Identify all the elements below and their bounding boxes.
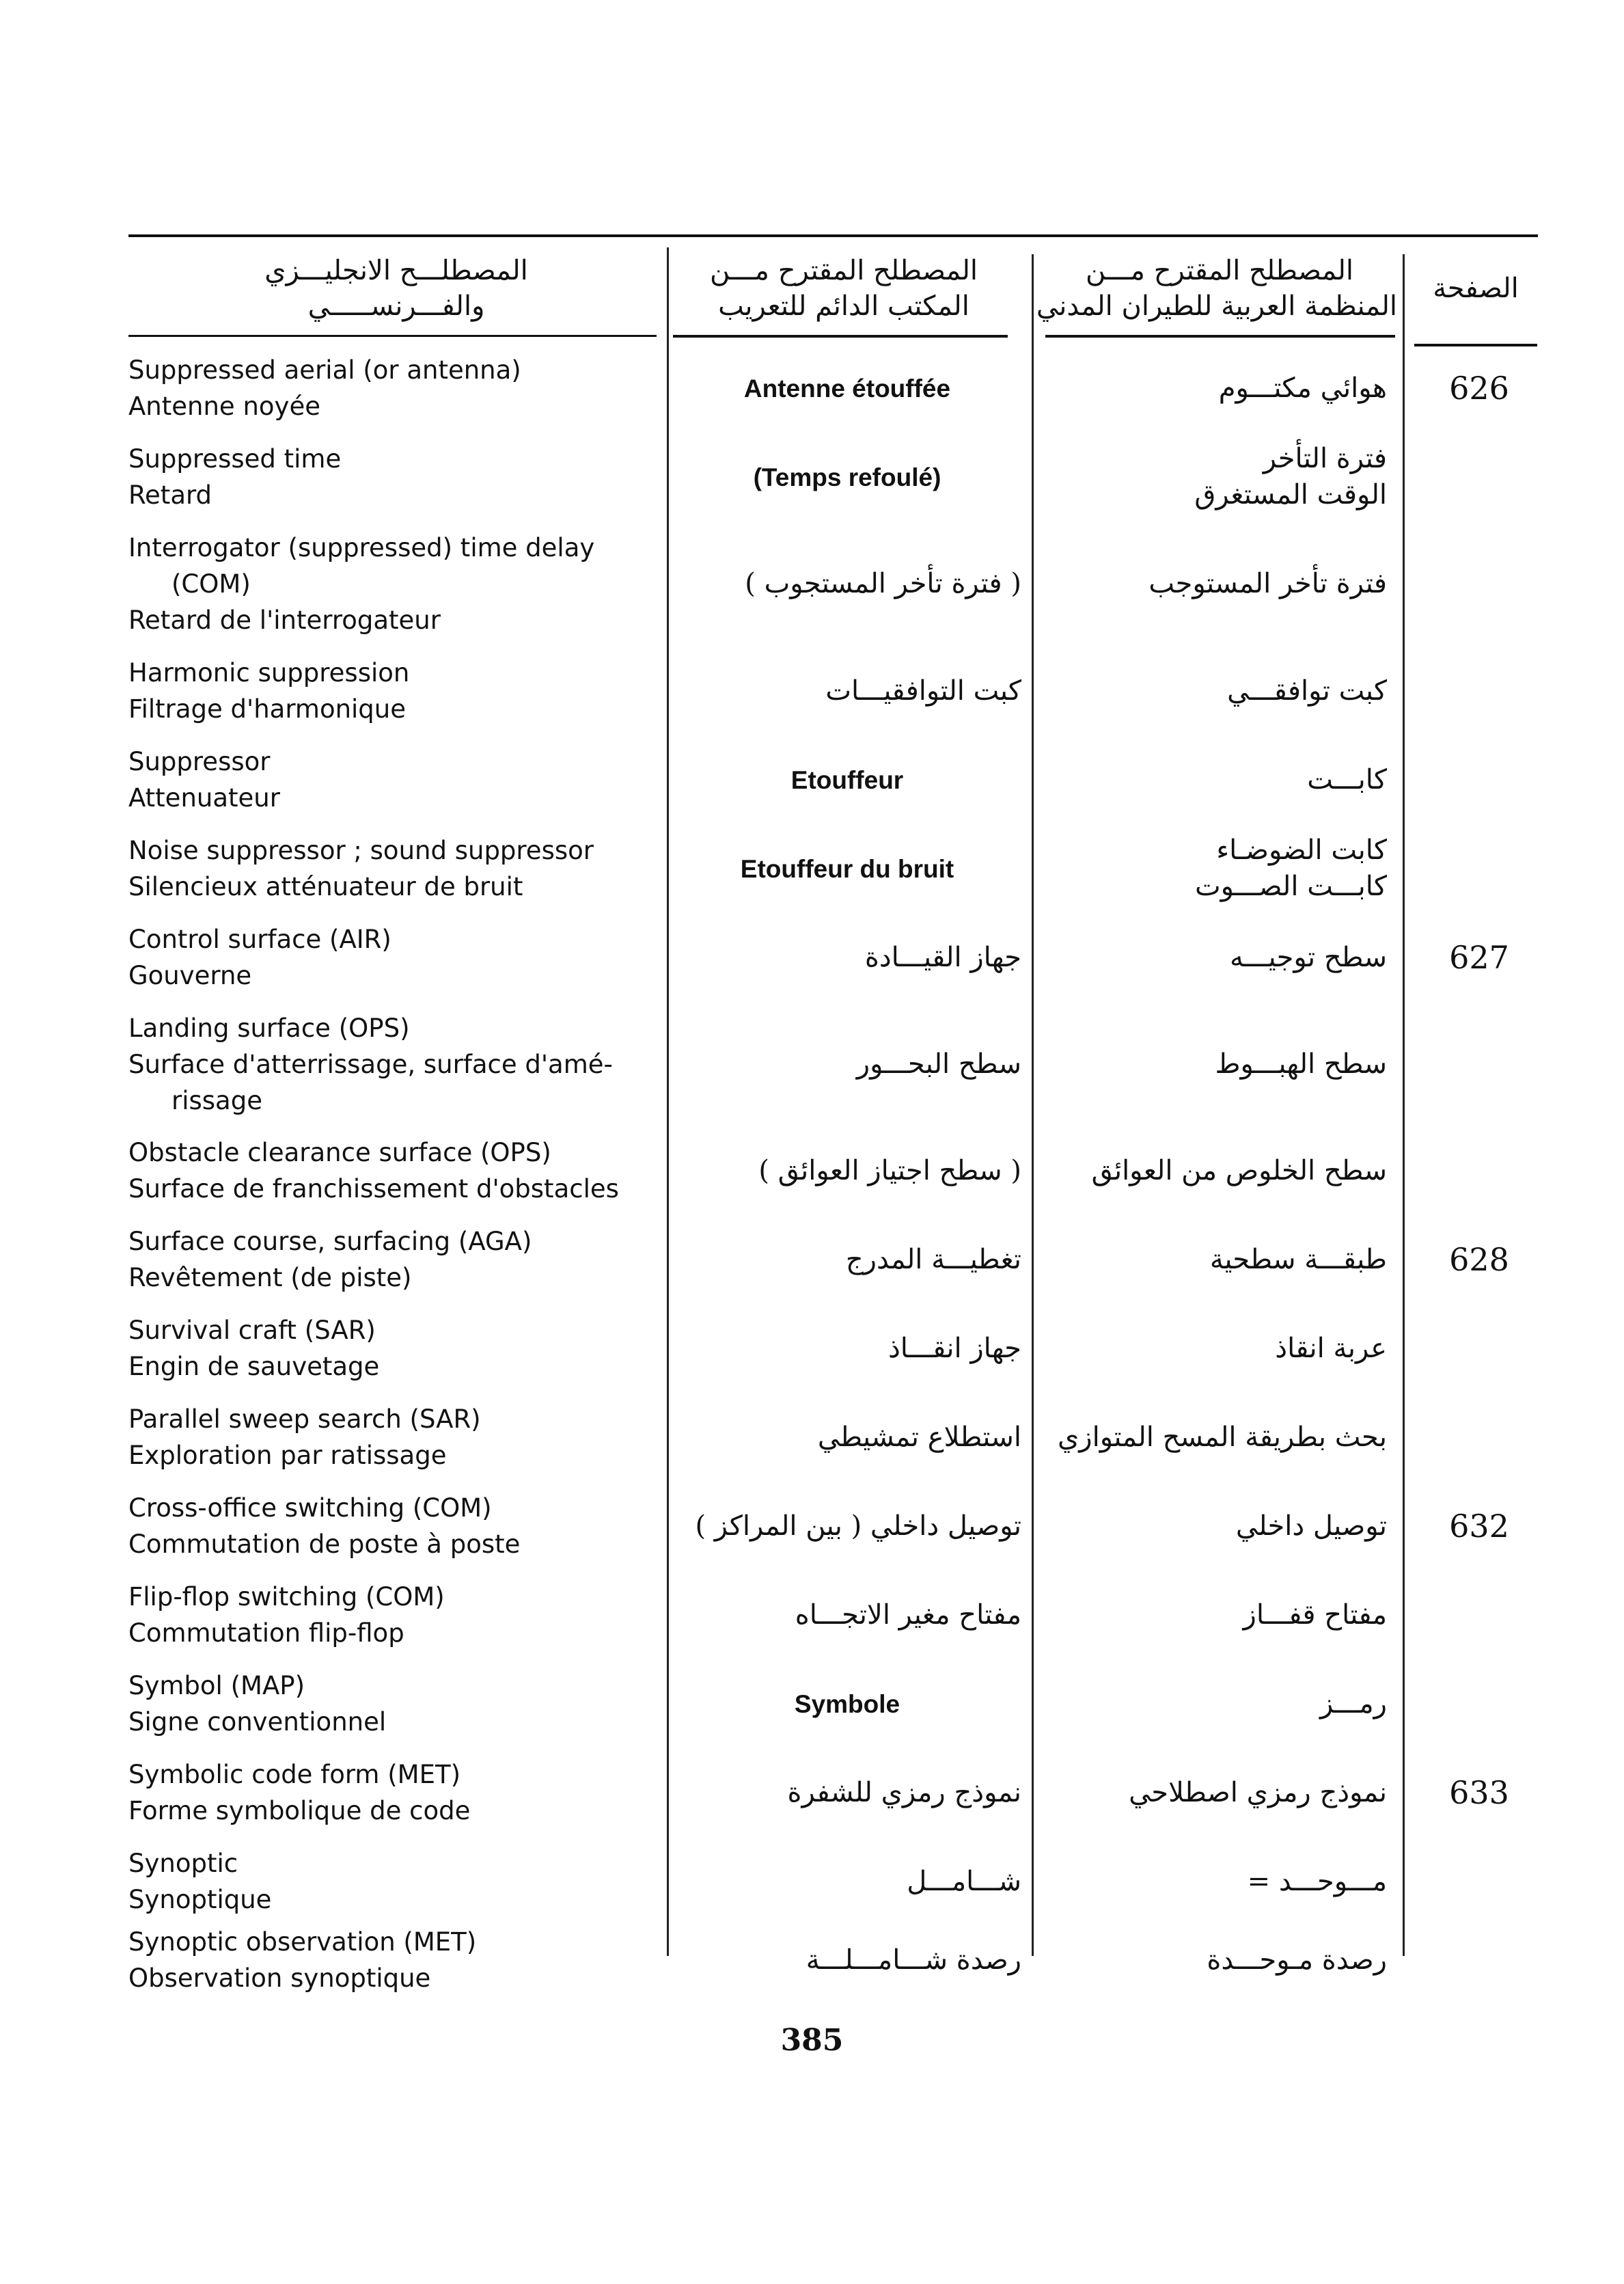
term-line: Cross-office switching (COM): [128, 1493, 492, 1523]
term-line: Synoptic: [128, 1849, 238, 1878]
term-acao: [1045, 940, 1387, 976]
term-bureau: كبت التوافقيـــات: [825, 675, 1021, 707]
term-line: Engin de sauvetage: [128, 1352, 380, 1381]
term-acao-line: رمـــز: [1320, 1687, 1387, 1719]
term-line: Suppressed time: [128, 444, 342, 474]
column-divider-1: [667, 247, 669, 1956]
header-acao: [1036, 253, 1397, 324]
page-ref: 633: [1449, 1773, 1509, 1811]
term-acao-line: فترة تأخر المستوجب: [1148, 568, 1387, 599]
term-bureau: ( سطح اجتياز العوائق ): [758, 1154, 1021, 1186]
term-line: Surface d'atterrissage, surface d'amé-: [128, 1050, 613, 1079]
term-bureau: شـــامـــل: [907, 1865, 1021, 1897]
header-rule-acao: [1045, 335, 1395, 338]
term-line: rissage: [171, 1086, 262, 1115]
term-bureau: Symbole: [794, 1689, 900, 1718]
header-page: الصفحة: [1433, 273, 1519, 304]
term-line: Synoptic observation (MET): [128, 1927, 477, 1957]
term-line: Surface de franchissement d'obstacles: [128, 1174, 619, 1204]
term-acao-line: عربة انقاذ: [1275, 1332, 1387, 1364]
column-divider-3: [1403, 254, 1405, 1956]
header-en-fr-line1: المصطلـــح الانجليـــزي: [264, 255, 528, 286]
term-bureau: ( فترة تأخر المستجوب ): [745, 568, 1021, 599]
term-line: Symbol (MAP): [128, 1671, 305, 1700]
header-en-fr: [137, 253, 656, 324]
term-line: Noise suppressor ; sound suppressor: [128, 836, 594, 865]
term-line: Retard de l'interrogateur: [128, 606, 441, 635]
term-acao: [1045, 1331, 1387, 1367]
term-en-fr: [128, 921, 661, 994]
term-en-fr: [128, 744, 661, 816]
term-line: Antenne noyée: [128, 392, 320, 421]
term-line: (COM): [171, 569, 251, 599]
term-acao-line: فترة التأخر: [1263, 443, 1387, 474]
term-acao-line: هوائي مكتـــوم: [1218, 372, 1387, 404]
term-acao: [1045, 1597, 1387, 1633]
page-ref: 627: [1449, 938, 1509, 976]
page-ref: 626: [1449, 369, 1509, 407]
term-en-fr: [128, 655, 661, 727]
term-acao: [1045, 1686, 1387, 1722]
term-line: Flip-flop switching (COM): [128, 1582, 445, 1612]
term-line: Retard: [128, 480, 212, 510]
term-line: Exploration par ratissage: [128, 1441, 447, 1470]
term-bureau: (Temps refoulé): [753, 463, 941, 491]
term-acao-line: سطح توجيـــه: [1229, 941, 1387, 973]
term-acao-line: مفتاح قفـــاز: [1243, 1599, 1387, 1631]
term-line: Parallel sweep search (SAR): [128, 1404, 481, 1434]
term-bureau: Antenne étouffée: [743, 374, 951, 403]
term-bureau: جهاز انقـــاذ: [887, 1332, 1021, 1364]
term-line: Filtrage d'harmonique: [128, 694, 407, 724]
term-bureau: جهاز القيـــادة: [864, 941, 1021, 973]
term-line: Signe conventionnel: [128, 1707, 387, 1737]
term-line: Harmonic suppression: [128, 658, 410, 688]
term-acao: [1045, 832, 1387, 905]
header-rule-bureau: [673, 335, 1008, 338]
term-line: Attenuateur: [128, 783, 280, 813]
term-bureau: سطح البحـــور: [856, 1048, 1021, 1080]
term-acao-line: الوقت المستغرق: [1194, 479, 1387, 511]
term-en-fr: [128, 530, 661, 638]
header-rule-en: [128, 335, 657, 337]
header-bureau-line2: المكتب الدائم للتعريب: [718, 290, 969, 322]
term-line: Synoptique: [128, 1885, 272, 1914]
term-en-fr: [128, 1312, 661, 1385]
term-bureau: Etouffeur: [790, 765, 904, 794]
term-acao-line: كبت توافقـــي: [1227, 675, 1387, 707]
page-ref: 632: [1449, 1507, 1509, 1545]
term-acao-line: سطح الخلوص من العوائق: [1091, 1154, 1387, 1186]
term-en-fr: [128, 832, 661, 905]
term-acao-line: توصيل داخلي: [1235, 1510, 1387, 1542]
term-en-fr: [128, 1223, 661, 1296]
term-line: Commutation de poste à poste: [128, 1530, 521, 1559]
page-number: 385: [780, 2023, 844, 2058]
term-acao: [1045, 566, 1387, 602]
term-bureau: Etouffeur du bruit: [740, 854, 954, 883]
term-acao: [1045, 1419, 1387, 1456]
term-bureau: تغطيـــة المدرج: [845, 1243, 1021, 1275]
header-bureau: [673, 253, 1015, 324]
term-line: Suppressor: [128, 747, 271, 776]
term-acao: [1045, 1864, 1387, 1900]
term-line: Observation synoptique: [128, 1963, 431, 1993]
term-acao-line: نموذج رمزي اصطلاحي: [1129, 1776, 1387, 1808]
term-acao: [1045, 441, 1387, 513]
term-en-fr: [128, 441, 661, 513]
term-acao-line: بحث بطريقة المسح المتوازي: [1057, 1421, 1387, 1453]
term-bureau: توصيل داخلي ( بين المراكز ): [695, 1510, 1021, 1542]
term-en-fr: [128, 1845, 661, 1918]
term-acao: [1045, 1508, 1387, 1545]
term-line: Gouverne: [128, 961, 252, 990]
term-acao-line: مـــوحـــد =: [1247, 1865, 1387, 1897]
term-acao: [1045, 370, 1387, 407]
term-en-fr: [128, 1490, 661, 1562]
term-acao: [1045, 762, 1387, 798]
term-en-fr: [128, 1010, 661, 1119]
term-line: Landing surface (OPS): [128, 1014, 410, 1043]
term-line: Revêtement (de piste): [128, 1263, 412, 1292]
term-line: Surface course, surfacing (AGA): [128, 1227, 532, 1256]
term-acao-line: طبقـــة سطحية: [1209, 1243, 1387, 1275]
term-acao: [1045, 1242, 1387, 1278]
term-line: Forme symbolique de code: [128, 1796, 471, 1825]
page-ref: 628: [1449, 1240, 1509, 1278]
term-acao-line: سطح الهبـــوط: [1215, 1048, 1387, 1080]
term-acao: [1045, 1153, 1387, 1189]
term-line: Symbolic code form (MET): [128, 1760, 461, 1789]
term-en-fr: [128, 1668, 661, 1740]
term-line: Commutation flip-flop: [128, 1618, 404, 1648]
term-line: Silencieux atténuateur de bruit: [128, 872, 523, 901]
column-divider-2: [1032, 254, 1034, 1956]
term-bureau: مفتاح مغير الاتجـــاه: [795, 1599, 1021, 1631]
term-bureau: استطلاع تمشيطي: [817, 1421, 1021, 1453]
term-acao: [1045, 673, 1387, 709]
term-en-fr: [128, 1134, 661, 1207]
term-bureau: رصدة شـــامـــلـــة: [806, 1944, 1021, 1976]
term-line: Control surface (AIR): [128, 925, 391, 954]
term-en-fr: [128, 1401, 661, 1473]
top-rule: [128, 234, 1538, 237]
term-acao-line: رصدة مـوحـــدة: [1207, 1944, 1387, 1976]
term-line: Interrogator (suppressed) time delay: [128, 533, 595, 562]
term-acao: [1045, 1775, 1387, 1811]
term-en-fr: [128, 1579, 661, 1651]
header-rule-page: [1414, 344, 1537, 346]
term-acao-line: كابـــت: [1307, 763, 1387, 796]
header-acao-line2: المنظمة العربية للطيران المدني: [1036, 290, 1397, 322]
term-acao-line: كابـــت الصـــوت: [1195, 871, 1387, 902]
term-en-fr: [128, 1924, 661, 1996]
term-acao: [1045, 1046, 1387, 1083]
header-acao-line1: المصطلح المقترح مـــن: [1085, 255, 1354, 286]
term-acao-line: كابت الضوضـاء: [1216, 834, 1387, 866]
term-en-fr: [128, 1756, 661, 1829]
term-bureau: نموذج رمزي للشفرة: [787, 1776, 1021, 1808]
term-line: Survival craft (SAR): [128, 1316, 376, 1345]
term-acao: [1045, 1942, 1387, 1979]
header-bureau-line1: المصطلح المقترح مـــن: [709, 255, 978, 286]
header-en-fr-line2: والفـــرنســـــي: [307, 290, 485, 322]
term-en-fr: [128, 352, 661, 424]
term-line: Suppressed aerial (or antenna): [128, 355, 521, 385]
term-line: Obstacle clearance surface (OPS): [128, 1138, 551, 1167]
